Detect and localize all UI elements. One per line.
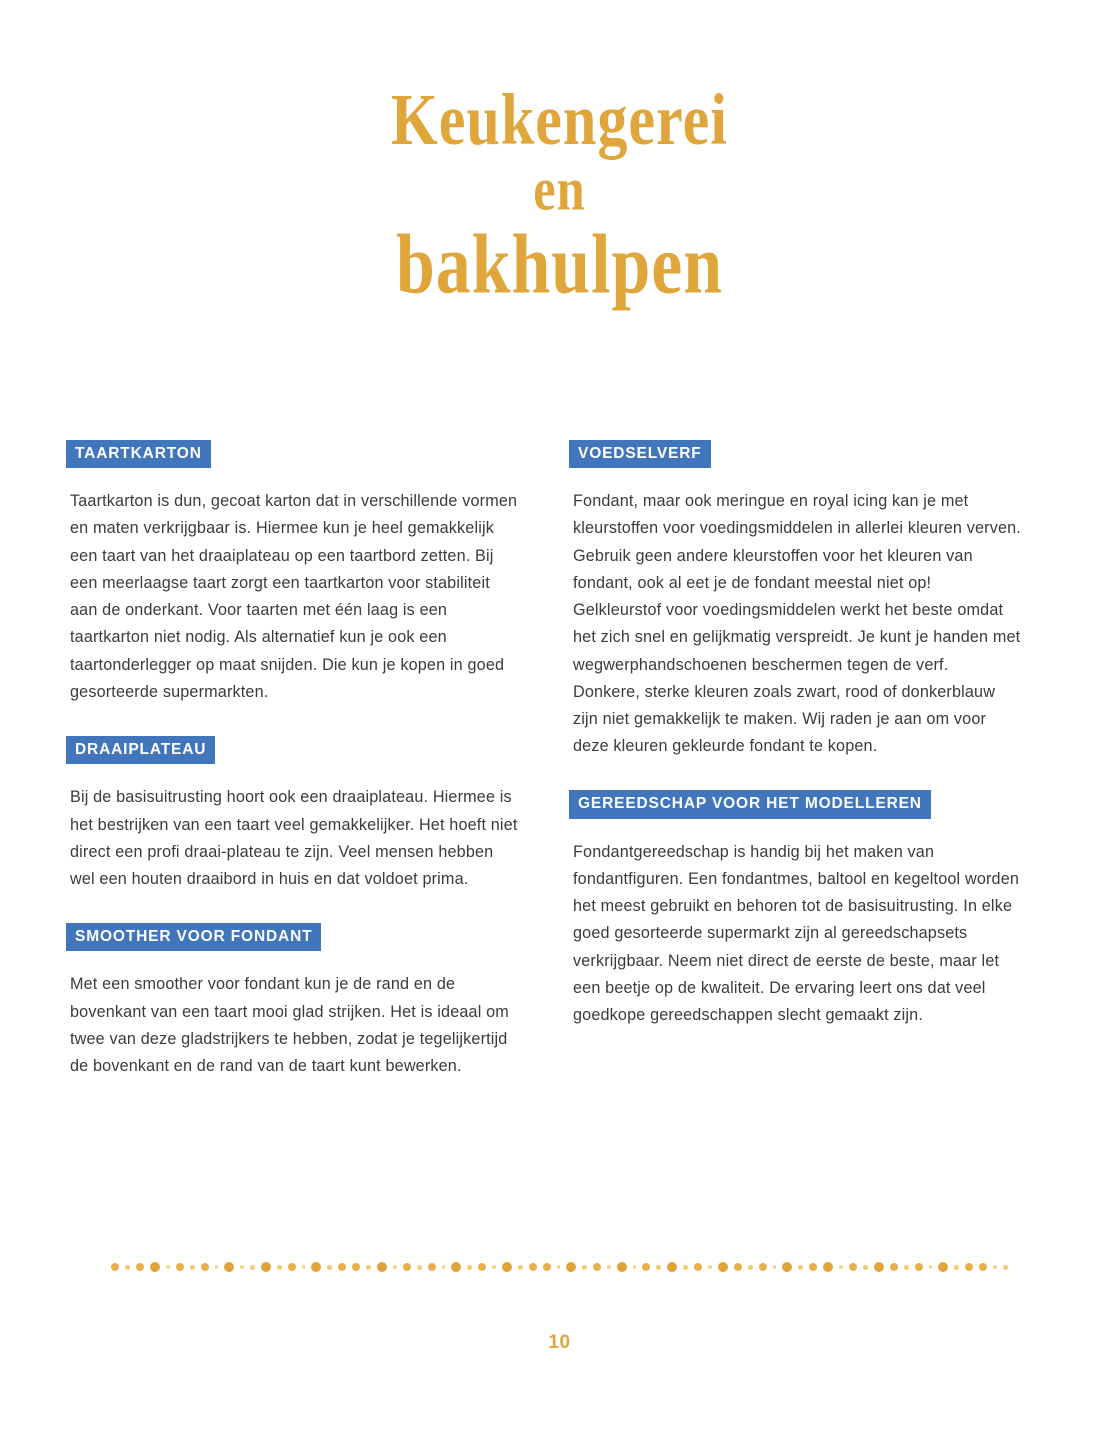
section-body [70, 971, 521, 1080]
divider-dot [656, 1265, 661, 1270]
divider-dot [607, 1265, 611, 1269]
divider-dot [240, 1265, 244, 1269]
section-body [70, 784, 521, 893]
paragraph: Met een smoother voor fondant kun je de rand en de bovenkant van een taart mooi glad strijken. Het is ideaal om twee van deze gladstrijkers te hebben, zodat je tegelijkertijd de bovenkant en de rand van de taart kunt bewerken. [70, 975, 509, 1076]
divider-dot [557, 1265, 561, 1269]
divider-dot [566, 1262, 576, 1272]
divider-dot [250, 1265, 255, 1270]
section-body [573, 839, 1024, 1030]
divider-dot [442, 1265, 446, 1269]
divider-dot [277, 1265, 282, 1270]
content-columns [0, 440, 1119, 1220]
divider-dot [366, 1265, 371, 1270]
divider-dot [352, 1263, 360, 1271]
paragraph: Fondantgereedschap is handig bij het maken van fondantfiguren. Een fondantmes, baltool en kegeltool worden het meest gebruikt en behoren tot de basisuitrusting. In elke goed gesorteerde supermarkt zijn al gereedschapsets verkrijgbaar. Neem niet direct de eerste de beste, maar let een beetje op de kwaliteit. De ervaring leert ons dat veel goedkope gereedschappen slecht gemaakt zijn. [573, 842, 1020, 1025]
divider-dot [136, 1263, 144, 1271]
section-taartkarton [66, 440, 521, 706]
page-title-line-3: bakhulpen [395, 217, 724, 312]
divider-dot [782, 1262, 792, 1272]
divider-dot [633, 1265, 637, 1269]
divider-dot [111, 1263, 119, 1271]
divider-dot [718, 1262, 728, 1272]
section-heading-badge: SMOOTHER VOOR FONDANT [66, 923, 321, 951]
divider-dot [492, 1265, 496, 1269]
page-title-line-1: Keukengerei [391, 80, 728, 161]
divider-dot [176, 1263, 184, 1271]
divider-dot [965, 1263, 973, 1271]
divider-dot [915, 1263, 923, 1271]
section-body [573, 488, 1024, 760]
divider-dot [667, 1262, 677, 1272]
divider-dot [823, 1262, 833, 1272]
divider-dot [890, 1263, 898, 1271]
divider-dot [377, 1262, 387, 1272]
section-heading-badge: TAARTKARTON [66, 440, 211, 468]
divider-dot [929, 1265, 933, 1269]
section-heading-badge: VOEDSELVERF [569, 440, 711, 468]
dot-divider [0, 1258, 1119, 1276]
section-gereedschap-voor-het-modelleren [569, 790, 1024, 1029]
divider-dot [201, 1263, 209, 1271]
divider-dot [759, 1263, 767, 1271]
page-title-line-2: en [533, 156, 586, 224]
divider-dot [979, 1263, 987, 1271]
section-heading-badge: GEREEDSCHAP VOOR HET MODELLEREN [569, 790, 931, 818]
divider-dot [428, 1263, 436, 1271]
divider-dot [993, 1265, 997, 1269]
divider-dot [417, 1265, 422, 1270]
page-title [0, 80, 1119, 312]
divider-dot [478, 1263, 486, 1271]
divider-dot [150, 1262, 160, 1272]
divider-dot [954, 1265, 959, 1270]
section-smoother-voor-fondant [66, 923, 521, 1080]
divider-dot [327, 1265, 332, 1270]
divider-dot [863, 1265, 868, 1270]
paragraph: Donkere, sterke kleuren zoals zwart, rood of donkerblauw zijn niet gemakkelijk te maken. Wij raden je aan om voor deze kleuren gekleurde fondant te kopen. [573, 682, 996, 756]
divider-dot [748, 1265, 753, 1270]
divider-dot [502, 1262, 512, 1272]
divider-dot [467, 1265, 472, 1270]
divider-dot [849, 1263, 857, 1271]
paragraph: Taartkarton is dun, gecoat karton dat in verschillende vormen en maten verkrijgbaar is. Hiermee kun je heel gemakkelijk een taart van het draaiplateau op een taartbord zetten. Bij een meerlaagse taart zorgt een taartkarton voor stabiliteit aan de onderkant. Voor taarten met één laag is een taartkarton niet nodig. Als alternatief kun je ook een taartonderlegger op maat snijden. Die kun je kopen in goed gesorteerde supermarkten. [70, 492, 518, 701]
dot-divider-dots [111, 1260, 1008, 1274]
divider-dot [215, 1265, 219, 1269]
divider-dot [288, 1263, 296, 1271]
divider-dot [451, 1262, 461, 1272]
section-heading-badge: DRAAIPLATEAU [66, 736, 215, 764]
right-column [569, 440, 1024, 1220]
divider-dot [543, 1263, 551, 1271]
divider-dot [338, 1263, 346, 1271]
section-voedselverf [569, 440, 1024, 760]
divider-dot [874, 1262, 884, 1272]
paragraph: Gelkleurstof voor voedingsmiddelen werkt het beste omdat het zich snel en gelijkmatig verspreidt. Je kunt je handen met wegwerphandschoenen beschermen tegen de verf. [573, 601, 1021, 674]
divider-dot [904, 1265, 909, 1270]
divider-dot [302, 1265, 306, 1269]
divider-dot [1003, 1265, 1008, 1270]
divider-dot [839, 1265, 843, 1269]
divider-dot [190, 1265, 195, 1270]
divider-dot [642, 1263, 650, 1271]
divider-dot [938, 1262, 948, 1272]
divider-dot [261, 1262, 271, 1272]
divider-dot [582, 1265, 587, 1270]
divider-dot [694, 1263, 702, 1271]
divider-dot [311, 1262, 321, 1272]
divider-dot [403, 1263, 411, 1271]
divider-dot [617, 1262, 627, 1272]
paragraph: Fondant, maar ook meringue en royal icing kan je met kleurstoffen voor voedingsmiddelen in allerlei kleuren verven. Gebruik geen andere kleurstoffen voor het kleuren van fondant, ook al eet je de fondant meestal niet op! [573, 492, 1021, 592]
divider-dot [683, 1265, 688, 1270]
divider-dot [166, 1265, 170, 1269]
section-body [70, 488, 521, 706]
divider-dot [798, 1265, 803, 1270]
divider-dot [809, 1263, 817, 1271]
section-draaiplateau [66, 736, 521, 893]
divider-dot [393, 1265, 397, 1269]
divider-dot [518, 1265, 523, 1270]
divider-dot [708, 1265, 712, 1269]
divider-dot [734, 1263, 742, 1271]
paragraph: Bij de basisuitrusting hoort ook een draaiplateau. Hiermee is het bestrijken van een taart veel gemakkelijker. Het hoeft niet direct een profi draai-plateau te zijn. Veel mensen hebben wel een houten draaibord in huis en dat voldoet prima. [70, 788, 518, 888]
divider-dot [529, 1263, 537, 1271]
divider-dot [125, 1265, 130, 1270]
divider-dot [224, 1262, 234, 1272]
left-column [66, 440, 521, 1220]
page-number: 10 [548, 1332, 571, 1353]
divider-dot [773, 1265, 777, 1269]
divider-dot [593, 1263, 601, 1271]
